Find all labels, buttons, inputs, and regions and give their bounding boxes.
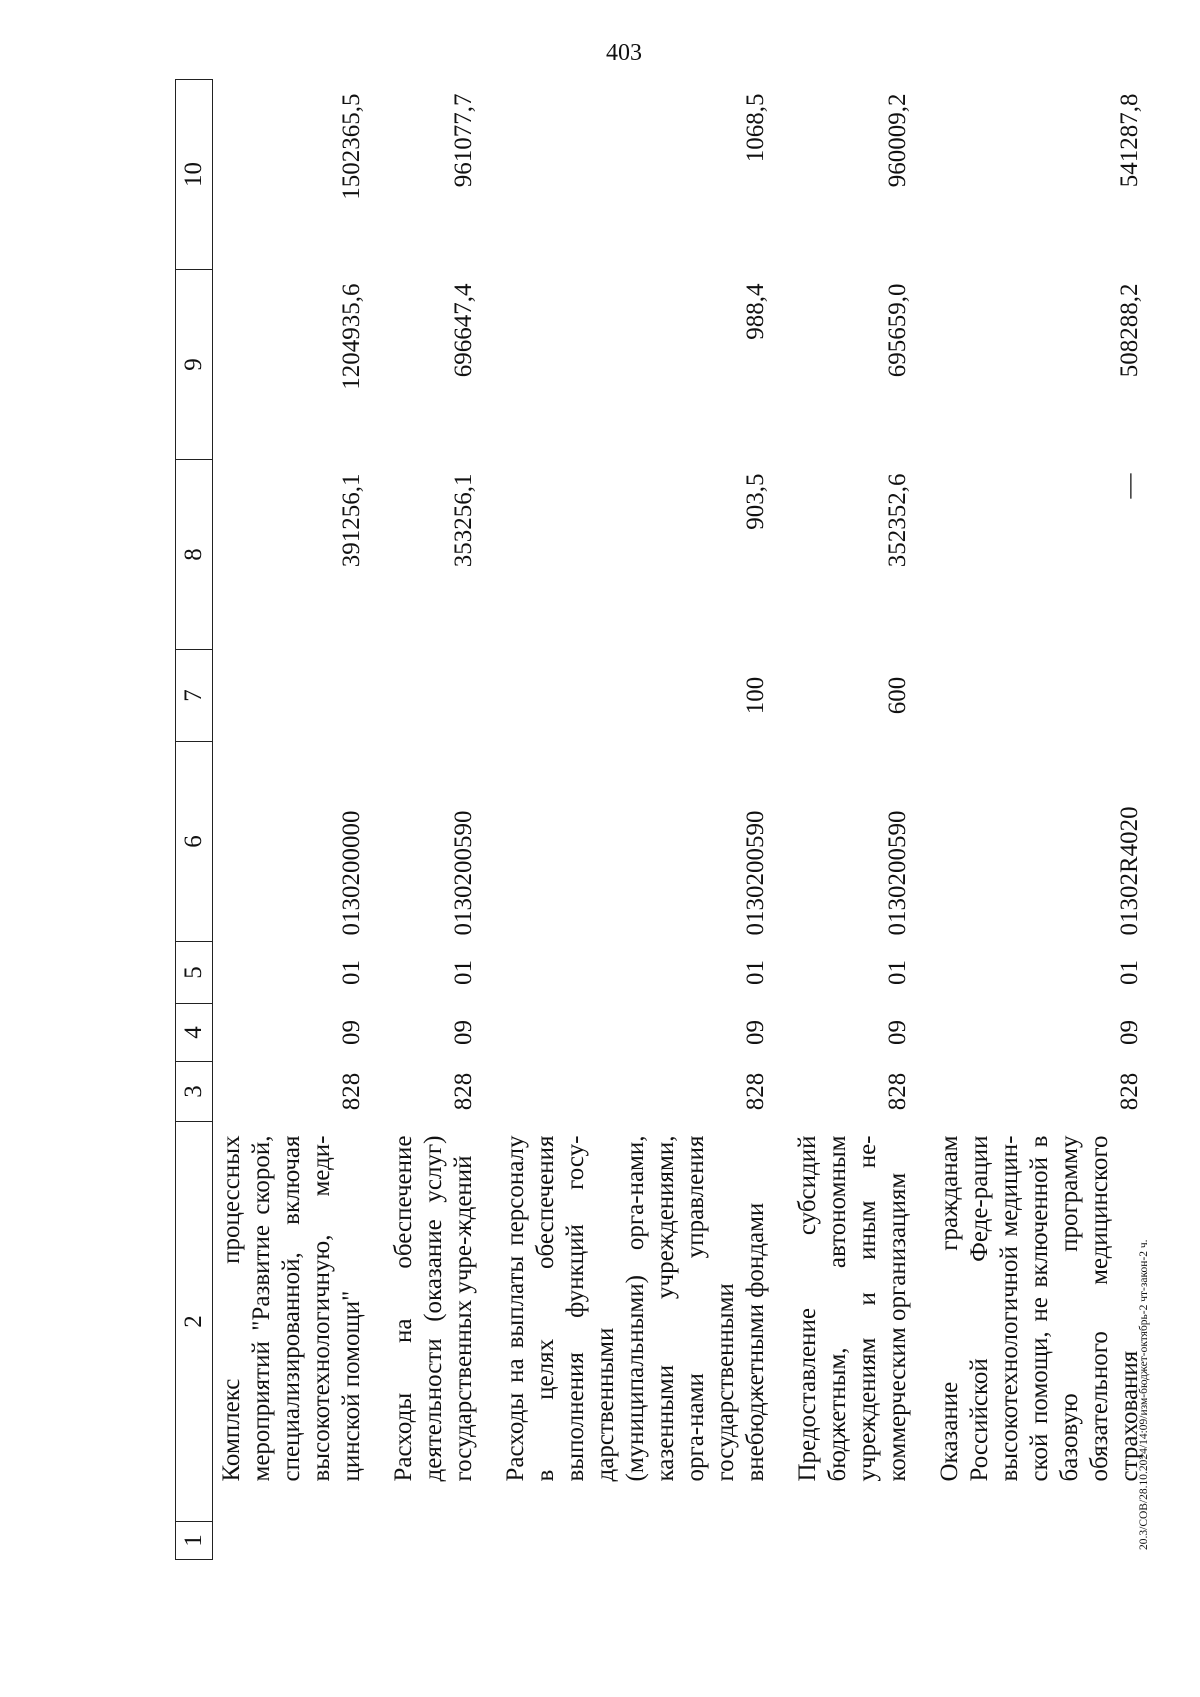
target-article-cell: 0130200590	[450, 810, 477, 936]
ministry-code-cell: 828	[742, 1072, 769, 1111]
amount-cell: 1204935,6	[338, 283, 365, 390]
header-cell: 8	[176, 460, 213, 650]
target-article-cell: 0130200000	[338, 810, 365, 936]
subsection-code-cell: 01	[338, 960, 365, 985]
section-code-cell: 09	[884, 1020, 911, 1045]
target-article-cell: 0130200590	[742, 810, 769, 936]
row-number-cell	[773, 1522, 915, 1560]
ministry-code-cell: 828	[450, 1072, 477, 1111]
header-cell: 3	[176, 1062, 213, 1122]
amount-cell: 696647,4	[450, 283, 477, 378]
amount-cell: —	[1116, 473, 1143, 499]
subsection-code-cell: 01	[450, 960, 477, 985]
ministry-code-cell: 828	[884, 1072, 911, 1111]
expense-type-cell	[915, 650, 1147, 742]
rotated-table-container	[175, 80, 1143, 1560]
amount-cell: 353256,1	[450, 473, 477, 568]
subsection-code-cell: 01	[884, 960, 911, 985]
description-cell: Расходы на выплаты персоналу в целях обеспечения выполнения функций госу-дарственными (муниципальными) орга-нами, казенными учреждениями, орга-нами управления государственными внебюджетными фондами	[502, 1135, 769, 1482]
expense-type-cell	[213, 650, 370, 742]
amount-cell: 988,4	[742, 283, 769, 340]
row-number-cell	[481, 1522, 773, 1560]
amount-cell: 960009,2	[884, 93, 911, 188]
page-number: 403	[606, 40, 642, 66]
header-cell: 6	[176, 742, 213, 942]
description-cell: Предоставление субсидий бюджетным, автономным учреждениям и иным не-коммерческим организациям	[794, 1135, 911, 1482]
section-code-cell: 09	[742, 1020, 769, 1045]
table-row	[915, 80, 1147, 1560]
target-article-cell: 01302R4020	[1116, 806, 1143, 936]
amount-cell: 961077,7	[450, 93, 477, 188]
expense-type-cell	[369, 650, 481, 742]
table-row	[213, 80, 370, 1560]
amount-cell: 1502365,5	[338, 93, 365, 200]
amount-cell: 1068,5	[742, 93, 769, 163]
table-row	[369, 80, 481, 1560]
description-cell: Оказание гражданам Российской Феде-рации высокотехнологичной медицин-ской помощи, не включенной в базовую программу обязательного медицинского страхования	[936, 1135, 1143, 1482]
row-number-cell	[369, 1522, 481, 1560]
table-row	[481, 80, 773, 1560]
header-cell: 2	[176, 1122, 213, 1522]
amount-cell: 352352,6	[884, 473, 911, 568]
budget-table	[175, 79, 1147, 1560]
section-code-cell: 09	[450, 1020, 477, 1045]
header-cell: 9	[176, 270, 213, 460]
header-cell: 7	[176, 650, 213, 742]
expense-type-cell: 600	[884, 676, 911, 715]
subsection-code-cell: 01	[1116, 960, 1143, 985]
ministry-code-cell: 828	[1116, 1072, 1143, 1111]
header-cell: 10	[176, 80, 213, 270]
footer-file-code: 20.3/СОВ/28.10.2024/14:09/изм-бюджет-октябрь-2 чт-закон-2 ч.	[1138, 1239, 1150, 1550]
amount-cell: 391256,1	[338, 473, 365, 568]
header-cell: 4	[176, 1004, 213, 1062]
table-row	[773, 80, 915, 1560]
target-article-cell: 0130200590	[884, 810, 911, 936]
row-number-cell	[915, 1522, 1147, 1560]
description-cell: Комплекс процессных мероприятий "Развитие скорой, специализированной, включая высокотехнологичную, меди-цинской помощи"	[218, 1135, 365, 1482]
header-cell: 5	[176, 942, 213, 1004]
subsection-code-cell: 01	[742, 960, 769, 985]
description-cell: Расходы на обеспечение деятельности (оказание услуг) государственных учре-ждений	[390, 1135, 477, 1482]
header-cell: 1	[176, 1522, 213, 1560]
row-number-cell	[213, 1522, 370, 1560]
amount-cell: 903,5	[742, 473, 769, 530]
amount-cell: 695659,0	[884, 283, 911, 378]
section-code-cell: 09	[1116, 1020, 1143, 1045]
amount-cell: 541287,8	[1116, 93, 1143, 188]
section-code-cell: 09	[338, 1020, 365, 1045]
ministry-code-cell: 828	[338, 1072, 365, 1111]
header-row	[176, 80, 213, 1560]
amount-cell: 508288,2	[1116, 283, 1143, 378]
expense-type-cell: 100	[742, 676, 769, 715]
